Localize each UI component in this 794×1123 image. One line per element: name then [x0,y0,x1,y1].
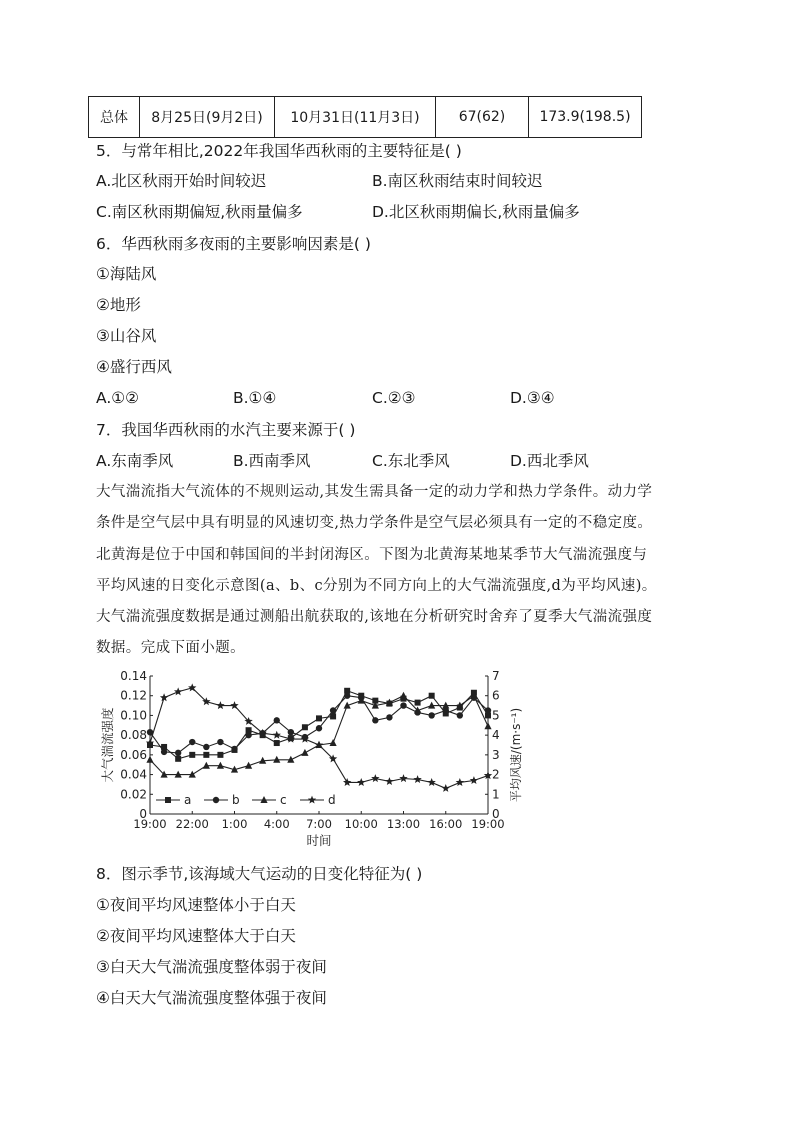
series-point-b [400,702,406,708]
x-tick-label: 16:00 [429,817,463,831]
table-row [89,97,642,138]
x-tick-label: 1:00 [221,817,248,831]
y2-tick-label: 4 [492,728,500,743]
legend-marker-d [308,796,316,804]
series-point-b [245,732,251,738]
legend-marker-a [165,797,171,803]
series-point-b [457,712,463,718]
series-point-c [484,722,491,729]
y-tick-label: 0.08 [120,728,147,743]
y-tick-label: 0.14 [120,669,147,683]
series-point-d [371,774,379,782]
series-point-a [203,752,209,758]
y-tick-label: 0.02 [120,787,147,802]
series-point-d [216,701,224,709]
series-point-a [189,752,195,758]
y-tick-label: 0.04 [120,767,147,782]
y-tick-label: 0.06 [120,747,147,762]
legend-label-b: b [232,793,240,807]
series-point-c [146,756,153,763]
series-point-a [302,724,308,730]
legend-marker-b [213,797,219,803]
table-cell: 67(62) [436,97,529,138]
q7-option-c: C.东北季风 [372,452,450,470]
x-tick-label: 7:00 [306,817,332,831]
table-cell: 8月25日(9月2日) [140,97,275,138]
series-point-a [274,740,280,746]
series-point-a [330,713,336,719]
series-line-a [150,691,488,759]
x-tick-label: 13:00 [386,817,421,831]
legend-label-d: d [328,793,336,807]
series-point-b [288,729,294,735]
passage-line: 数据。完成下面小题。 [96,640,245,656]
q6-option-a: A.①② [96,389,140,407]
turbulence-wind-chart [96,664,536,860]
passage-line: 平均风速的日变化示意图(a、b、c分别为不同方向上的大气湍流强度,d为平均风速)。 [96,578,657,594]
series-point-c [329,739,336,746]
y2-tick-label: 0 [492,807,500,821]
x-tick-label: 19:00 [471,817,505,831]
series-point-d [399,774,407,782]
q6-item-3: ③山谷风 [96,327,157,345]
series-point-b [485,707,491,713]
table-cell: 10月31日(11月3日) [275,97,436,138]
x-tick-label: 19:00 [133,817,167,831]
q6-stem: 6．华西秋雨多夜雨的主要影响因素是( ) [96,235,371,253]
series-point-d [470,776,478,784]
series-point-c [400,692,407,699]
q6-item-4: ④盛行西风 [96,358,172,376]
series-point-c [301,749,308,756]
series-point-b [189,739,195,745]
passage-line: 北黄海是位于中国和韩国间的半封闭海区。下图为北黄海某地某季节大气湍流强度与 [96,547,648,563]
legend-label-a: a [184,793,192,807]
series-point-d [442,784,450,792]
series-point-a [316,715,322,721]
data-table [88,96,642,138]
q6-item-2: ②地形 [96,296,141,314]
passage-line: 大气湍流强度数据是通过测船出航获取的,该地在分析研究时舍弃了夏季大气湍流强度 [96,609,653,625]
q5-option-d: D.北区秋雨期偏长,秋雨量偏多 [372,203,580,221]
series-point-d [357,778,365,786]
y-tick-label: 0 [139,807,147,821]
y2-axis-label: 平均风速/(m·s⁻¹) [509,707,523,803]
series-point-d [160,693,168,701]
x-tick-label: 4:00 [263,817,290,831]
y2-tick-label: 2 [492,767,500,782]
series-point-a [415,700,421,706]
q8-item-2: ②夜间平均风速整体大于白天 [96,927,296,945]
y2-tick-label: 7 [492,669,500,683]
series-point-b [386,714,392,720]
series-point-b [161,749,167,755]
y2-tick-label: 1 [492,787,500,802]
series-point-d [413,775,421,783]
series-point-d [273,731,281,739]
y2-tick-label: 6 [492,688,500,703]
q5-stem: 5．与常年相比,2022年我国华西秋雨的主要特征是( ) [96,142,462,160]
q8-stem: 8．图示季节,该海域大气运动的日变化特征为( ) [96,865,423,883]
q6-option-c: C.②③ [372,389,416,407]
series-line-c [150,696,488,775]
x-axis-label: 时间 [306,833,332,848]
q8-item-1: ①夜间平均风速整体小于白天 [96,896,296,914]
series-point-d [427,778,435,786]
passage-line: 大气湍流指大气流体的不规则运动,其发生需具备一定的动力学和热力学条件。动力学 [96,484,653,500]
q7-option-a: A.东南季风 [96,452,174,470]
q8-item-3: ③白天大气湍流强度整体弱于夜间 [96,958,327,976]
y2-tick-label: 3 [492,747,500,762]
series-point-a [429,693,435,699]
series-point-d [343,778,351,786]
series-point-d [456,778,464,786]
series-point-b [330,707,336,713]
q6-option-d: D.③④ [510,389,555,407]
series-point-d [230,701,238,709]
table-cell: 总体 [89,97,140,138]
series-point-b [217,739,223,745]
legend-label-c: c [280,793,287,807]
series-point-b [344,693,350,699]
q5-option-a: A.北区秋雨开始时间较迟 [96,172,267,190]
q5-option-b: B.南区秋雨结束时间较迟 [372,172,543,190]
series-point-b [203,744,209,750]
passage-line: 条件是空气层中具有明显的风速切变,热力学条件是空气层必须具有一定的不稳定度。 [96,515,653,531]
x-tick-label: 22:00 [175,817,209,831]
series-point-a [217,752,223,758]
q7-stem: 7．我国华西秋雨的水汽主要来源于( ) [96,421,356,439]
series-point-d [174,687,182,695]
y-tick-label: 0.12 [120,688,147,703]
table-cell: 173.9(198.5) [529,97,642,138]
series-point-d [385,777,393,785]
q5-option-c: C.南区秋雨期偏短,秋雨量偏多 [96,203,303,221]
series-point-a [175,756,181,762]
y-axis-label: 大气湍流强度 [100,707,115,783]
series-point-b [274,717,280,723]
series-point-b [428,712,434,718]
q6-option-b: B.①④ [233,389,277,407]
y-tick-label: 0.10 [120,708,147,723]
q8-item-4: ④白天大气湍流强度整体强于夜间 [96,989,327,1007]
series-point-b [316,725,322,731]
q7-option-d: D.西北季风 [510,452,589,470]
q6-item-1: ①海陆风 [96,265,157,283]
y2-tick-label: 5 [492,708,500,723]
series-point-b [372,717,378,723]
series-point-b [231,746,237,752]
q7-option-b: B.西南季风 [233,452,311,470]
x-tick-label: 10:00 [344,817,378,831]
series-point-b [175,750,181,756]
